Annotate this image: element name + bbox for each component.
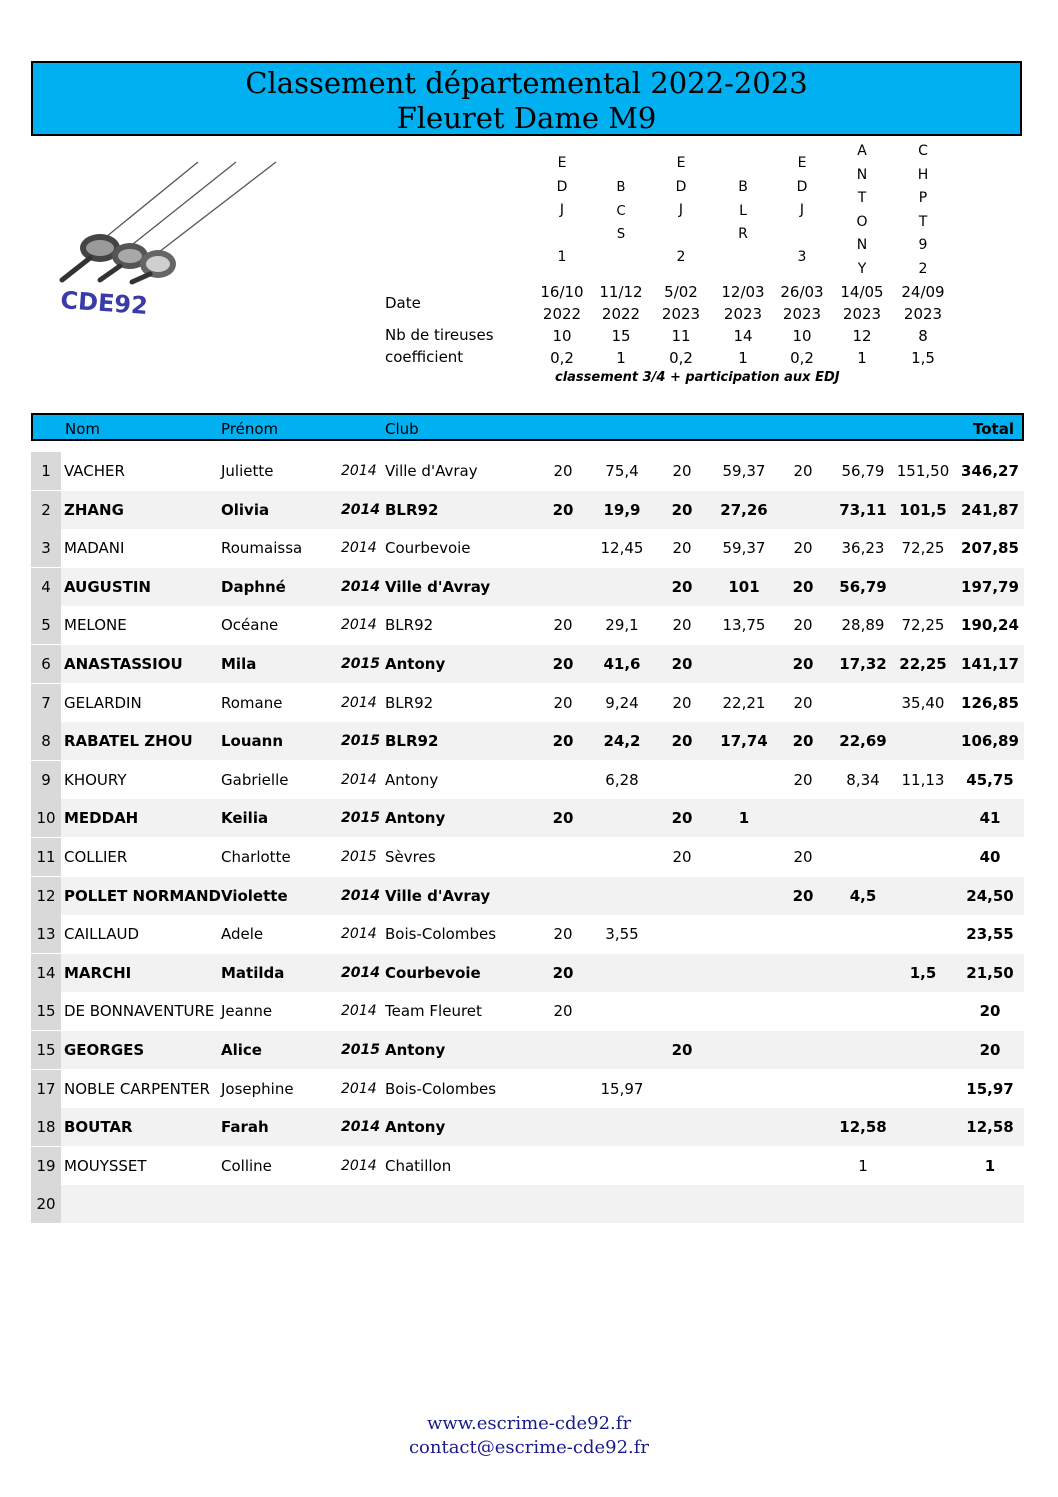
rank-cell: 6 [31,645,61,683]
competition-date: 16/10 2022 [540,283,584,323]
year-cell: 2014 [341,887,380,904]
ranking-note: classement 3/4 + participation aux EDJ [555,370,840,385]
competition-code-letter: C [918,143,928,159]
club-cell: Bois-Colombes [385,1079,497,1098]
table-row [31,877,1024,915]
prenom-cell: Keilia [221,809,269,828]
competition-nb-tireuses: 15 [611,327,631,345]
score-cell: 36,23 [841,539,885,558]
club-cell: Chatillon [385,1156,452,1175]
nom-cell: POLLET NORMAND [64,886,221,905]
competition-code-letter: 2 [676,249,686,265]
year-cell: 2014 [341,540,377,557]
score-cell: 101 [728,577,760,596]
prenom-cell: Violette [221,886,288,905]
prenom-cell: Colline [221,1156,272,1175]
score-cell: 41,6 [603,655,641,673]
prenom-cell: Gabrielle [221,770,289,789]
total-cell: 141,17 [961,655,1019,673]
score-cell: 20 [552,500,574,519]
total-cell: 40 [979,848,1001,866]
total-cell: 21,50 [966,963,1014,982]
competition-code-letter: C [616,203,626,219]
score-cell: 20 [552,732,574,751]
score-cell: 20 [793,462,813,480]
competition-code-letter: R [738,226,748,242]
year-cell: 2015 [341,656,380,672]
score-cell: 9,24 [605,693,639,712]
competition-code-7 [893,140,953,281]
score-cell: 20 [793,539,813,558]
coefficient-label: coefficient [385,348,464,366]
year-cell: 2014 [341,578,380,595]
competition-code-letter: 9 [918,237,928,253]
fencing-masks-logo-icon [50,158,290,318]
club-cell: Antony [385,1041,446,1059]
club-cell: Team Fleuret [385,1002,482,1021]
competition-code-letter: E [797,155,807,171]
competition-code-letter: E [676,155,686,171]
rank-cell: 12 [31,877,61,915]
score-cell: 35,40 [901,693,945,712]
score-cell: 72,25 [901,616,945,635]
table-row [31,1147,1024,1185]
score-cell: 20 [671,1041,693,1059]
nom-cell: RABATEL ZHOU [64,732,193,751]
score-cell: 101,5 [899,500,947,519]
competition-code-letter: B [738,179,748,195]
score-cell: 20 [671,500,693,519]
score-cell: 20 [793,770,813,789]
score-cell: 19,9 [603,500,641,519]
total-cell: 45,75 [966,770,1014,789]
club-cell: BLR92 [385,732,439,751]
year-cell: 2015 [341,1042,380,1058]
competition-code-letter [651,223,711,247]
score-cell: 11,13 [901,770,945,789]
competition-code-letter [772,223,832,247]
nom-cell: MADANI [64,539,125,558]
competition-code-4 [713,176,773,247]
score-cell: 1 [738,809,750,828]
score-cell: 20 [671,655,693,673]
year-cell: 2015 [341,810,380,827]
score-cell: 15,97 [600,1079,644,1098]
score-cell: 72,25 [901,539,945,558]
year-cell: 2014 [341,1119,380,1136]
score-cell: 20 [553,616,573,635]
footer-website[interactable]: www.escrime-cde92.fr [426,1413,632,1434]
competition-date: 24/09 2023 [901,283,945,323]
table-row [31,1070,1024,1108]
score-cell: 4,5 [849,886,877,905]
competition-coefficient: 1 [738,349,748,367]
score-cell: 3,55 [605,925,639,944]
table-row [31,491,1024,529]
total-cell: 1 [984,1156,996,1175]
score-cell: 20 [553,925,573,944]
nom-cell: MOUYSSET [64,1156,147,1175]
club-cell: Courbevoie [385,963,481,982]
competition-date: 14/05 2023 [840,283,884,323]
year-cell: 2014 [341,463,377,479]
competition-nb-tireuses: 10 [552,327,572,345]
prenom-cell: Matilda [221,963,285,982]
rank-cell: 1 [31,452,61,490]
year-cell: 2014 [341,501,380,518]
score-cell: 27,26 [720,500,768,519]
score-cell: 20 [671,809,693,828]
club-cell: Ville d'Avray [385,886,491,905]
nom-cell: GELARDIN [64,693,142,712]
competition-code-letter: 1 [557,249,567,265]
table-row [31,799,1024,837]
club-cell: BLR92 [385,693,434,712]
nom-cell: COLLIER [64,848,128,866]
competition-nb-tireuses: 12 [852,327,872,345]
competition-coefficient: 1 [857,349,867,367]
page-subtitle: Fleuret Dame M9 [396,101,657,135]
score-cell: 20 [553,462,573,480]
score-cell: 22,21 [722,693,766,712]
score-cell: 20 [552,963,574,982]
table-header [31,413,1024,441]
table-row [31,915,1024,953]
score-cell: 20 [671,577,693,596]
table-row [31,529,1024,567]
nom-cell: ANASTASSIOU [64,655,183,673]
total-cell: 106,89 [961,732,1019,751]
competition-code-6 [832,140,892,281]
score-cell: 20 [792,577,814,596]
score-cell: 75,4 [605,462,639,480]
col-prenom: Prénom [221,420,279,438]
prenom-cell: Adele [221,925,264,944]
table-row [31,1031,1024,1069]
prenom-cell: Juliette [221,462,274,480]
total-cell: 20 [979,1041,1001,1059]
nom-cell: MARCHI [64,963,132,982]
club-cell: BLR92 [385,616,434,635]
competition-nb-tireuses: 8 [918,327,928,345]
competition-code-3 [651,152,711,270]
total-cell: 190,24 [961,616,1019,635]
nom-cell: BOUTAR [64,1118,133,1137]
competition-code-letter: J [799,202,805,218]
nom-cell: NOBLE CARPENTER [64,1079,210,1098]
club-cell: BLR92 [385,500,439,519]
competition-code-letter: P [918,190,928,206]
year-cell: 2015 [341,849,377,865]
score-cell: 20 [793,848,813,866]
competition-code-letter: J [678,202,684,218]
prenom-cell: Charlotte [221,848,291,866]
competition-code-letter: N [856,237,868,253]
table-row [31,1185,1024,1223]
prenom-cell: Romane [221,693,283,712]
competition-code-letter: N [856,166,868,183]
total-cell: 23,55 [966,925,1014,944]
competition-date: 5/02 2023 [661,283,701,323]
table-row [31,606,1024,644]
col-nom: Nom [65,420,101,438]
page-title: Classement départemental 2022-2023 [245,66,808,100]
year-cell: 2014 [341,964,380,981]
nom-cell: CAILLAUD [64,925,140,944]
total-cell: 12,58 [966,1118,1014,1137]
rank-cell: 19 [31,1147,61,1185]
competition-code-letter: B [616,180,626,195]
total-cell: 346,27 [961,462,1019,480]
nom-cell: VACHER [64,462,125,480]
competition-date: 12/03 2023 [721,283,765,323]
club-cell: Antony [385,809,446,828]
competition-nb-tireuses: 14 [733,327,753,345]
nom-cell: GEORGES [64,1041,145,1059]
score-cell: 151,50 [896,462,950,480]
competition-code-letter: 2 [918,260,928,277]
score-cell: 20 [792,655,814,673]
rank-cell: 3 [31,529,61,567]
score-cell: 20 [792,886,814,905]
rank-cell: 18 [31,1108,61,1146]
prenom-cell: Alice [221,1041,262,1059]
score-cell: 20 [793,616,813,635]
score-cell: 22,69 [839,732,887,751]
nom-cell: MEDDAH [64,809,139,828]
table-row [31,1108,1024,1146]
score-cell: 73,11 [839,500,887,519]
table-row [31,452,1024,490]
score-cell: 17,74 [720,732,768,751]
score-cell: 13,75 [722,616,766,635]
prenom-cell: Mila [221,655,257,673]
total-cell: 207,85 [961,539,1019,558]
competition-date: 11/12 2022 [599,283,643,323]
competition-nb-tireuses: 11 [671,327,691,345]
table-row [31,992,1024,1030]
rank-cell: 4 [31,568,61,606]
year-cell: 2014 [341,694,377,711]
table-row [31,722,1024,760]
rank-cell: 5 [31,606,61,644]
competition-coefficient: 1,5 [911,349,935,367]
club-cell: Ville d'Avray [385,577,491,596]
table-row [31,568,1024,606]
score-cell: 20 [672,539,692,558]
score-cell: 24,2 [603,732,641,751]
total-cell: 197,79 [961,577,1019,596]
nom-cell: ZHANG [64,500,124,519]
competition-code-letter: Y [857,260,867,277]
rank-cell: 17 [31,1070,61,1108]
score-cell: 20 [552,655,574,673]
prenom-cell: Jeanne [221,1002,273,1021]
score-cell: 12,58 [839,1118,887,1137]
competition-code-letter: S [616,227,626,242]
rank-cell: 15 [31,992,61,1030]
nom-cell: DE BONNAVENTURE [64,1002,215,1021]
competition-coefficient: 1 [616,349,626,367]
total-cell: 126,85 [961,693,1019,712]
score-cell: 1,5 [909,963,937,982]
date-label: Date [385,294,421,312]
rank-cell: 8 [31,722,61,760]
club-cell: Ville d'Avray [385,462,478,480]
nom-cell: AUGUSTIN [64,577,151,596]
table-row [31,761,1024,799]
score-cell: 20 [672,462,692,480]
score-cell: 6,28 [605,770,639,789]
competition-code-5 [772,152,832,270]
rank-cell: 9 [31,761,61,799]
prenom-cell: Océane [221,616,279,635]
competition-code-letter: A [857,143,867,159]
score-cell: 20 [672,693,692,712]
score-cell: 17,32 [839,655,887,673]
prenom-cell: Louann [221,732,284,751]
table-row [31,838,1024,876]
title-banner [31,61,1022,136]
footer-contact[interactable]: contact@escrime-cde92.fr [408,1437,650,1458]
score-cell: 20 [553,693,573,712]
rank-cell: 2 [31,491,61,529]
score-cell: 29,1 [605,616,639,635]
score-cell: 20 [672,848,692,866]
total-cell: 24,50 [966,886,1014,905]
club-cell: Courbevoie [385,539,471,558]
prenom-cell: Daphné [221,577,286,596]
competition-code-letter: D [796,178,808,195]
year-cell: 2014 [341,771,377,788]
competition-code-2 [591,176,651,247]
nb-tireuses-label: Nb de tireuses [385,326,494,344]
nom-cell: MELONE [64,616,127,635]
year-cell: 2014 [341,926,377,943]
rank-cell: 7 [31,684,61,722]
competition-code-1 [532,152,592,270]
total-cell: 15,97 [966,1079,1014,1098]
year-cell: 2014 [341,617,377,634]
competition-code-letter: 3 [797,249,807,265]
club-cell: Antony [385,655,446,673]
score-cell: 8,34 [846,770,880,789]
nom-cell: KHOURY [64,770,127,789]
score-cell: 28,89 [841,616,885,635]
col-club: Club [385,420,419,438]
rank-cell: 20 [31,1185,61,1223]
competition-code-letter: O [856,213,868,230]
club-cell: Antony [385,770,439,789]
year-cell: 2014 [341,1003,377,1020]
competition-code-letter [532,223,592,247]
competition-code-letter: L [739,202,747,219]
score-cell: 22,25 [899,655,947,673]
competition-date: 26/03 2023 [780,283,824,323]
prenom-cell: Farah [221,1118,269,1137]
club-cell: Bois-Colombes [385,925,497,944]
club-cell: Antony [385,1118,446,1137]
total-cell: 41 [979,809,1001,828]
logo-text: CDE92 [59,286,149,318]
score-cell: 20 [792,732,814,751]
competition-code-letter: T [918,213,928,230]
prenom-cell: Roumaissa [221,539,303,558]
rank-cell: 13 [31,915,61,953]
score-cell: 59,37 [722,539,766,558]
total-cell: 20 [979,1002,1001,1021]
competition-coefficient: 0,2 [669,349,693,367]
score-cell: 12,45 [600,539,644,558]
score-cell: 20 [671,732,693,751]
year-cell: 2014 [341,1080,377,1097]
rank-cell: 14 [31,954,61,992]
prenom-cell: Olivia [221,500,270,519]
table-row [31,684,1024,722]
rank-cell: 15 [31,1031,61,1069]
rank-cell: 10 [31,799,61,837]
competition-code-letter: D [556,178,568,195]
competition-code-letter: J [559,202,565,218]
club-cell: Sèvres [385,848,436,866]
competition-coefficient: 0,2 [550,349,574,367]
score-cell: 20 [672,616,692,635]
score-cell: 59,37 [722,462,766,480]
prenom-cell: Josephine [221,1079,294,1098]
competition-code-letter: H [917,166,929,183]
rank-cell: 11 [31,838,61,876]
competition-coefficient: 0,2 [790,349,814,367]
score-cell: 56,79 [841,462,885,480]
year-cell: 2015 [341,733,380,750]
year-cell: 2014 [341,1157,377,1174]
score-cell: 20 [553,1002,573,1021]
total-cell: 241,87 [961,500,1019,519]
competition-nb-tireuses: 10 [792,327,812,345]
competition-code-letter: E [557,155,567,171]
competition-code-letter: T [857,190,867,206]
competition-code-letter: D [675,178,687,195]
table-row [31,645,1024,683]
score-cell: 1 [858,1156,868,1175]
score-cell: 20 [552,809,574,828]
col-total: Total [973,420,1014,438]
table-row [31,954,1024,992]
score-cell: 56,79 [839,577,887,596]
score-cell: 20 [793,693,813,712]
